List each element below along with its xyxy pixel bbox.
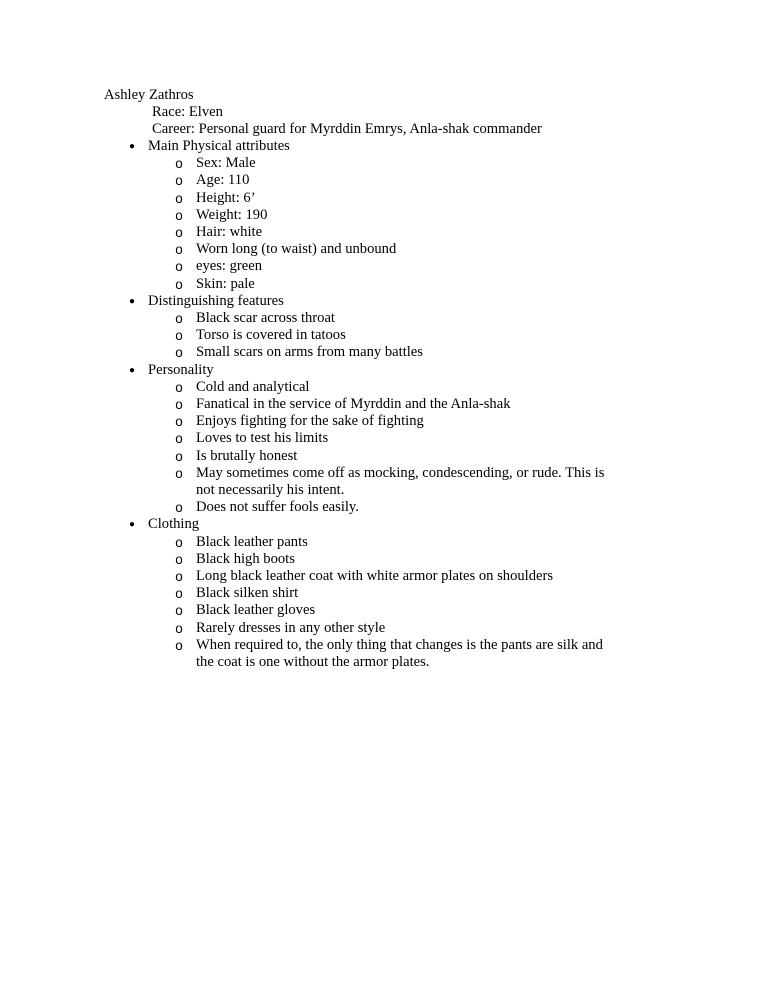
hollow-bullet-icon: o: [175, 637, 183, 653]
list-item: [104, 413, 616, 430]
section-heading: [104, 293, 704, 310]
list-item: [104, 344, 616, 361]
list-item: [104, 585, 616, 602]
list-item-text: Height: 6’: [196, 189, 256, 206]
list-item-text: Worn long (to waist) and unbound: [196, 241, 397, 258]
list-item: [104, 172, 616, 189]
list-item-text: When required to, the only thing that changes is the pants are silk and the coat is one without the armor plates.: [196, 636, 603, 671]
list-item: [104, 620, 616, 637]
section-heading-text: Personality: [148, 361, 214, 378]
hollow-bullet-icon: o: [175, 173, 183, 189]
list-item: [104, 602, 616, 619]
section-heading: [104, 516, 704, 533]
list-item-text: Small scars on arms from many battles: [196, 344, 423, 361]
list-item-text: eyes: green: [196, 258, 263, 275]
hollow-bullet-icon: o: [175, 603, 183, 619]
list-item-text: Skin: pale: [196, 275, 255, 292]
list-item: [104, 276, 616, 293]
list-item-text: Torso is covered in tatoos: [196, 327, 346, 344]
hollow-bullet-icon: o: [175, 379, 183, 395]
section-heading: [104, 362, 704, 379]
list-item: [104, 448, 616, 465]
hollow-bullet-icon: o: [175, 620, 183, 636]
list-item: [104, 207, 616, 224]
bullet-icon: ●: [128, 364, 136, 376]
section-heading-text: Clothing: [148, 516, 200, 533]
hollow-bullet-icon: o: [175, 465, 183, 481]
list-item: [104, 568, 616, 585]
attribute-sections: [104, 138, 704, 671]
list-item: [104, 241, 616, 258]
hollow-bullet-icon: o: [175, 551, 183, 567]
section-distinguishing-features: [104, 293, 704, 362]
hollow-bullet-icon: o: [175, 431, 183, 447]
character-name: Ashley Zathros: [104, 87, 194, 103]
list-item-text: Enjoys fighting for the sake of fighting: [196, 413, 424, 430]
list-item: [104, 637, 616, 671]
list-item-text: Black leather gloves: [196, 602, 316, 619]
list-item-text: Fanatical in the service of Myrddin and the Anla-shak: [196, 396, 511, 412]
list-item: [104, 190, 616, 207]
list-item-text: Black leather pants: [196, 533, 308, 550]
list-item: [104, 499, 616, 516]
list-item-text: Loves to test his limits: [196, 430, 329, 447]
list-item: [104, 465, 616, 499]
bullet-icon: ●: [128, 141, 136, 152]
list-item: [104, 224, 616, 241]
hollow-bullet-icon: o: [175, 311, 183, 326]
hollow-bullet-icon: o: [175, 328, 183, 344]
hollow-bullet-icon: o: [175, 586, 183, 602]
race-line: Race: Elven: [152, 104, 223, 120]
list-item-text: Is brutally honest: [196, 447, 298, 464]
hollow-bullet-icon: o: [175, 397, 183, 412]
list-item-text: Hair: white: [196, 224, 263, 240]
career-line: Career: Personal guard for Myrddin Emrys, Anla-shak commander: [152, 121, 542, 137]
list-item: [104, 534, 616, 551]
hollow-bullet-icon: o: [175, 448, 183, 464]
bullet-icon: ●: [128, 519, 136, 531]
section-personality: [104, 362, 704, 517]
list-item-text: Rarely dresses in any other style: [196, 619, 386, 636]
hollow-bullet-icon: o: [175, 190, 183, 206]
list-item-text: Black silken shirt: [196, 585, 299, 602]
list-item: [104, 155, 616, 172]
section-heading-text: Distinguishing features: [148, 292, 284, 309]
list-item: [104, 551, 616, 568]
list-item-text: Age: 110: [196, 172, 250, 189]
list-item: [104, 430, 616, 447]
section-heading-text: Main Physical attributes: [148, 138, 290, 154]
hollow-bullet-icon: o: [175, 345, 183, 361]
section-clothing: [104, 516, 704, 671]
hollow-bullet-icon: o: [175, 207, 183, 223]
list-item: [104, 310, 616, 327]
list-item: [104, 327, 616, 344]
list-item-text: Sex: Male: [196, 155, 256, 172]
hollow-bullet-icon: o: [175, 569, 183, 585]
list-item: [104, 258, 616, 275]
list-item-text: Black scar across throat: [196, 310, 335, 326]
list-item-text: Does not suffer fools easily.: [196, 499, 359, 516]
list-item-text: May sometimes come off as mocking, condescending, or rude. This is not necessarily his intent.: [196, 464, 605, 499]
list-item-text: Weight: 190: [196, 206, 268, 223]
hollow-bullet-icon: o: [175, 259, 183, 275]
section-heading: [104, 138, 704, 155]
bullet-icon: ●: [128, 295, 136, 307]
hollow-bullet-icon: o: [175, 276, 183, 292]
list-item-text: Long black leather coat with white armor plates on shoulders: [196, 568, 554, 585]
hollow-bullet-icon: o: [175, 500, 183, 516]
hollow-bullet-icon: o: [175, 242, 183, 258]
list-item-text: Black high boots: [196, 550, 295, 567]
hollow-bullet-icon: o: [175, 534, 183, 550]
hollow-bullet-icon: o: [175, 225, 183, 240]
hollow-bullet-icon: o: [175, 414, 183, 430]
hollow-bullet-icon: o: [175, 156, 183, 172]
list-item: [104, 379, 616, 396]
section-main-physical-attributes: [104, 138, 704, 293]
list-item: [104, 396, 616, 413]
list-item-text: Cold and analytical: [196, 378, 310, 395]
